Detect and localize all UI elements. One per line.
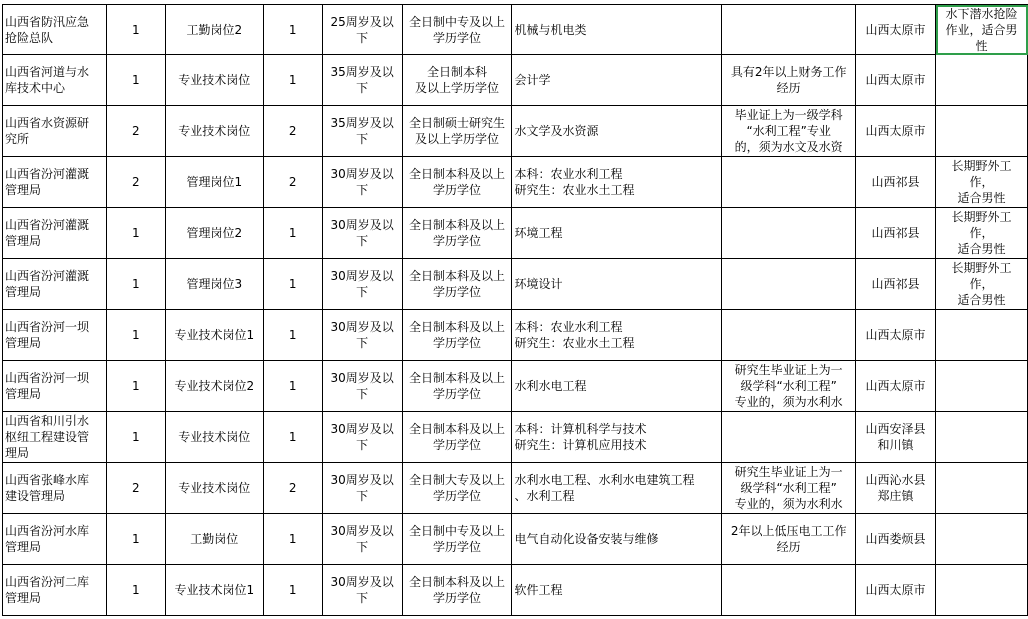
requirement-cell[interactable]: 具有2年以上财务工作 经历 xyxy=(722,55,856,106)
age-cell[interactable]: 30周岁及以 下 xyxy=(322,361,402,412)
hire-count-cell[interactable]: 1 xyxy=(263,412,322,463)
hire-count-cell[interactable]: 1 xyxy=(263,514,322,565)
notes-cell[interactable]: 长期野外工 作， 适合男性 xyxy=(936,157,1028,208)
table-row xyxy=(3,5,1028,55)
major-cell[interactable]: 本科：农业水利工程 研究生：农业水土工程 xyxy=(512,310,722,361)
notes-cell[interactable] xyxy=(936,463,1028,514)
hire-count-cell[interactable]: 1 xyxy=(263,361,322,412)
major-cell[interactable]: 水利水电工程 xyxy=(512,361,722,412)
location-cell[interactable]: 山西娄烦县 xyxy=(856,514,936,565)
education-cell[interactable]: 全日制中专及以上 学历学位 xyxy=(402,5,512,55)
requirement-cell[interactable] xyxy=(722,157,856,208)
position-cell[interactable]: 管理岗位3 xyxy=(165,259,263,310)
requirement-cell[interactable] xyxy=(722,412,856,463)
plan-count-cell[interactable]: 2 xyxy=(106,106,165,157)
location-cell[interactable]: 山西太原市 xyxy=(856,310,936,361)
location-cell[interactable]: 山西祁县 xyxy=(856,208,936,259)
plan-count-cell[interactable]: 1 xyxy=(106,310,165,361)
age-cell[interactable]: 30周岁及以 下 xyxy=(322,259,402,310)
requirement-cell[interactable]: 研究生毕业证上为一 级学科“水利工程” 专业的，须为水利水 xyxy=(722,361,856,412)
unit-cell[interactable]: 山西省汾河水库 管理局 xyxy=(3,514,107,565)
education-cell[interactable]: 全日制本科及以上 学历学位 xyxy=(402,208,512,259)
position-cell[interactable]: 工勤岗位 xyxy=(165,514,263,565)
major-cell[interactable]: 软件工程 xyxy=(512,565,722,616)
notes-cell[interactable] xyxy=(936,514,1028,565)
location-cell[interactable]: 山西沁水县 郑庄镇 xyxy=(856,463,936,514)
education-cell[interactable]: 全日制本科及以上 学历学位 xyxy=(402,157,512,208)
location-cell[interactable]: 山西安泽县 和川镇 xyxy=(856,412,936,463)
education-cell[interactable]: 全日制本科及以上 学历学位 xyxy=(402,412,512,463)
location-cell[interactable]: 山西祁县 xyxy=(856,259,936,310)
table-row xyxy=(3,412,1028,463)
hire-count-cell[interactable]: 1 xyxy=(263,55,322,106)
unit-cell[interactable]: 山西省汾河二库 管理局 xyxy=(3,565,107,616)
unit-cell[interactable]: 山西省汾河灌溉 管理局 xyxy=(3,259,107,310)
table-row xyxy=(3,565,1028,616)
requirement-cell[interactable] xyxy=(722,208,856,259)
major-cell[interactable]: 环境工程 xyxy=(512,208,722,259)
education-cell[interactable]: 全日制本科及以上 学历学位 xyxy=(402,310,512,361)
hire-count-cell[interactable]: 2 xyxy=(263,106,322,157)
table-row xyxy=(3,361,1028,412)
notes-cell[interactable] xyxy=(936,412,1028,463)
age-cell[interactable]: 25周岁及以下 xyxy=(322,5,402,55)
age-cell[interactable]: 30周岁及以 下 xyxy=(322,463,402,514)
location-cell[interactable]: 山西祁县 xyxy=(856,157,936,208)
recruitment-table xyxy=(2,4,1028,616)
plan-count-cell[interactable]: 1 xyxy=(106,565,165,616)
notes-cell[interactable] xyxy=(936,310,1028,361)
location-cell[interactable]: 山西太原市 xyxy=(856,106,936,157)
major-cell[interactable]: 机械与机电类 xyxy=(512,5,722,55)
position-cell[interactable]: 专业技术岗位 xyxy=(165,55,263,106)
major-cell[interactable]: 水利水电工程、水利水电建筑工程 、水利工程 xyxy=(512,463,722,514)
hire-count-cell[interactable]: 1 xyxy=(263,5,322,55)
requirement-cell[interactable]: 2年以上低压电工工作 经历 xyxy=(722,514,856,565)
plan-count-cell[interactable]: 1 xyxy=(106,361,165,412)
plan-count-cell[interactable]: 1 xyxy=(106,55,165,106)
plan-count-cell[interactable]: 1 xyxy=(106,208,165,259)
unit-cell[interactable]: 山西省水资源研 究所 xyxy=(3,106,107,157)
unit-cell[interactable]: 山西省和川引水 枢纽工程建设管 理局 xyxy=(3,412,107,463)
plan-count-cell[interactable]: 1 xyxy=(106,514,165,565)
top-edge xyxy=(0,0,1028,4)
age-cell[interactable]: 30周岁及以 下 xyxy=(322,310,402,361)
notes-cell[interactable] xyxy=(936,106,1028,157)
position-cell[interactable]: 专业技术岗位 xyxy=(165,463,263,514)
notes-cell[interactable] xyxy=(936,55,1028,106)
table-row xyxy=(3,157,1028,208)
unit-cell[interactable]: 山西省汾河灌溉 管理局 xyxy=(3,157,107,208)
notes-cell[interactable]: 水下潜水抢险 作业，适合男 性 xyxy=(936,5,1028,55)
major-cell[interactable]: 本科：农业水利工程 研究生：农业水土工程 xyxy=(512,157,722,208)
table-row xyxy=(3,55,1028,106)
notes-cell[interactable]: 长期野外工 作， 适合男性 xyxy=(936,259,1028,310)
position-cell[interactable]: 专业技术岗位2 xyxy=(165,361,263,412)
age-cell[interactable]: 30周岁及以 下 xyxy=(322,412,402,463)
unit-cell[interactable]: 山西省汾河一坝 管理局 xyxy=(3,310,107,361)
education-cell[interactable]: 全日制本科及以上 学历学位 xyxy=(402,361,512,412)
table-row xyxy=(3,106,1028,157)
plan-count-cell[interactable]: 1 xyxy=(106,412,165,463)
position-cell[interactable]: 管理岗位2 xyxy=(165,208,263,259)
age-cell[interactable]: 30周岁及以 下 xyxy=(322,514,402,565)
requirement-cell[interactable] xyxy=(722,565,856,616)
education-cell[interactable]: 全日制硕士研究生 及以上学历学位 xyxy=(402,106,512,157)
notes-cell[interactable] xyxy=(936,565,1028,616)
table-row xyxy=(3,310,1028,361)
requirement-cell[interactable]: 研究生毕业证上为一 级学科“水利工程” 专业的，须为水利水 xyxy=(722,463,856,514)
major-cell[interactable]: 本科：计算机科学与技术 研究生：计算机应用技术 xyxy=(512,412,722,463)
hire-count-cell[interactable]: 2 xyxy=(263,463,322,514)
education-cell[interactable]: 全日制本科及以上 学历学位 xyxy=(402,565,512,616)
age-cell[interactable]: 35周岁及以 下 xyxy=(322,106,402,157)
table-row xyxy=(3,259,1028,310)
hire-count-cell[interactable]: 2 xyxy=(263,157,322,208)
plan-count-cell[interactable]: 1 xyxy=(106,5,165,55)
table-row xyxy=(3,514,1028,565)
education-cell[interactable]: 全日制大专及以上 学历学位 xyxy=(402,463,512,514)
unit-cell[interactable]: 山西省汾河灌溉 管理局 xyxy=(3,208,107,259)
education-cell[interactable]: 全日制本科及以上 学历学位 xyxy=(402,259,512,310)
table-row xyxy=(3,463,1028,514)
position-cell[interactable]: 管理岗位1 xyxy=(165,157,263,208)
position-cell[interactable]: 专业技术岗位1 xyxy=(165,310,263,361)
requirement-cell[interactable] xyxy=(722,5,856,55)
location-cell[interactable]: 山西太原市 xyxy=(856,361,936,412)
major-cell[interactable]: 电气自动化设备安装与维修 xyxy=(512,514,722,565)
hire-count-cell[interactable]: 1 xyxy=(263,565,322,616)
plan-count-cell[interactable]: 2 xyxy=(106,157,165,208)
requirement-cell[interactable] xyxy=(722,259,856,310)
age-cell[interactable]: 30周岁及以 下 xyxy=(322,208,402,259)
requirement-cell[interactable] xyxy=(722,310,856,361)
table-row xyxy=(3,208,1028,259)
education-cell[interactable]: 全日制中专及以上 学历学位 xyxy=(402,514,512,565)
unit-cell[interactable]: 山西省河道与水 库技术中心 xyxy=(3,55,107,106)
major-cell[interactable]: 水文学及水资源 xyxy=(512,106,722,157)
requirement-cell[interactable]: 毕业证上为一级学科 “水利工程”专业 的，须为水文及水资 xyxy=(722,106,856,157)
location-cell[interactable]: 山西太原市 xyxy=(856,565,936,616)
unit-cell[interactable]: 山西省汾河一坝 管理局 xyxy=(3,361,107,412)
position-cell[interactable]: 专业技术岗位 xyxy=(165,106,263,157)
notes-cell[interactable] xyxy=(936,361,1028,412)
age-cell[interactable]: 35周岁及以 下 xyxy=(322,55,402,106)
position-cell[interactable]: 工勤岗位2 xyxy=(165,5,263,55)
education-cell[interactable]: 全日制本科 及以上学历学位 xyxy=(402,55,512,106)
major-cell[interactable]: 会计学 xyxy=(512,55,722,106)
major-cell[interactable]: 环境设计 xyxy=(512,259,722,310)
location-cell[interactable]: 山西太原市 xyxy=(856,5,936,55)
position-cell[interactable]: 专业技术岗位 xyxy=(165,412,263,463)
unit-cell[interactable]: 山西省张峰水库 建设管理局 xyxy=(3,463,107,514)
age-cell[interactable]: 30周岁及以 下 xyxy=(322,565,402,616)
plan-count-cell[interactable]: 2 xyxy=(106,463,165,514)
age-cell[interactable]: 30周岁及以 下 xyxy=(322,157,402,208)
hire-count-cell[interactable]: 1 xyxy=(263,310,322,361)
location-cell[interactable]: 山西太原市 xyxy=(856,55,936,106)
hire-count-cell[interactable]: 1 xyxy=(263,259,322,310)
unit-cell[interactable]: 山西省防汛应急 抢险总队 xyxy=(3,5,107,55)
plan-count-cell[interactable]: 1 xyxy=(106,259,165,310)
hire-count-cell[interactable]: 1 xyxy=(263,208,322,259)
position-cell[interactable]: 专业技术岗位1 xyxy=(165,565,263,616)
notes-cell[interactable]: 长期野外工 作， 适合男性 xyxy=(936,208,1028,259)
